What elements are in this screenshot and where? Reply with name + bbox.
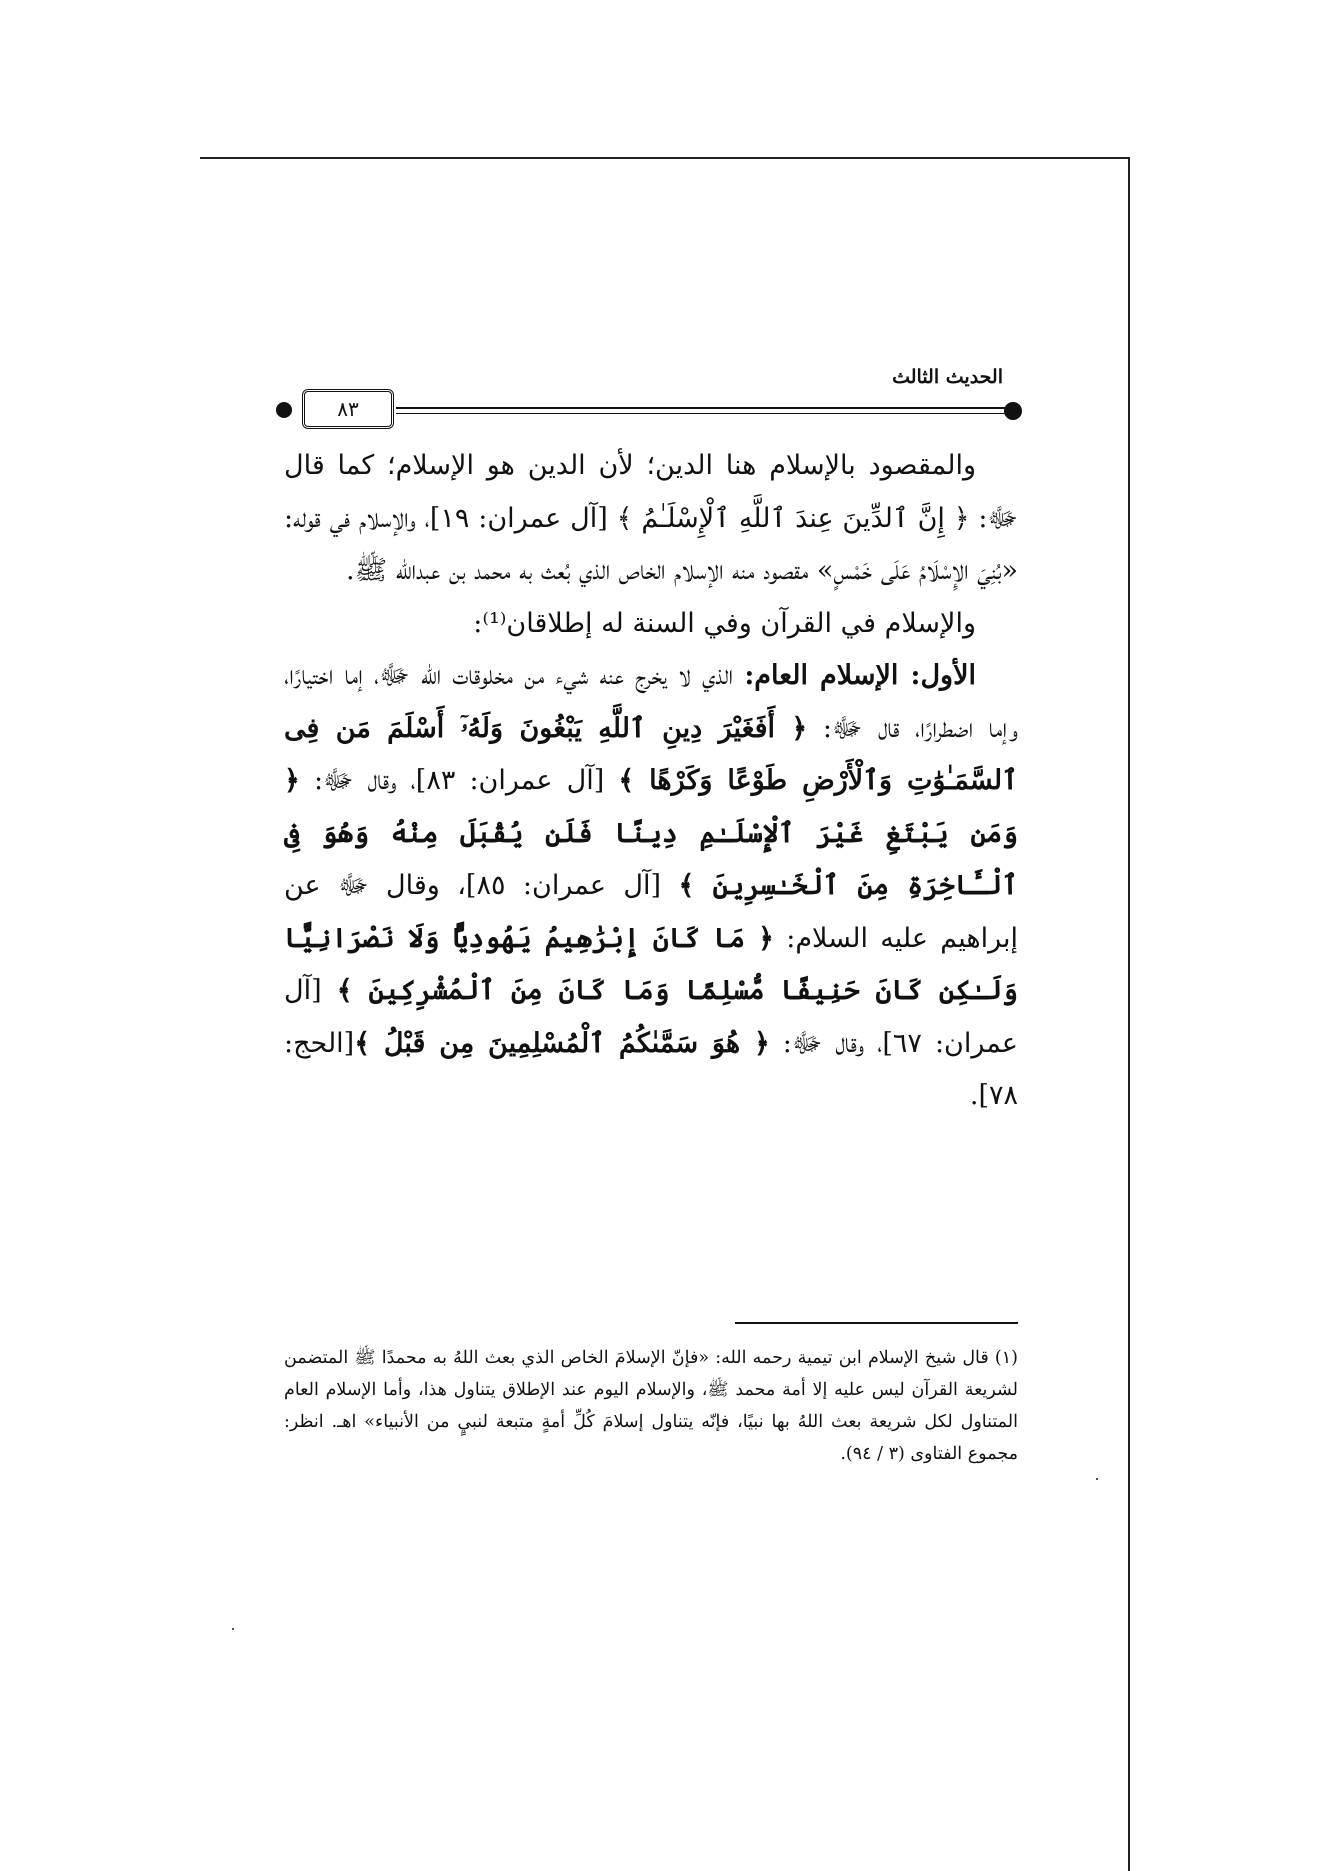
header-rule <box>276 385 1022 437</box>
paragraph-1: والمقصود بالإسلام هنا الدين؛ لأن الدين هو الإسلام؛ كما قال ﷻ: ﴿ إِنَّ ٱلدِّينَ عِندَ ٱللَّهِ ٱلْإِسْلَـٰمُ ﴾ [آل عمران: ١٩]، والإسلام في قوله: «بُنِيَ الإِسْلَامُ عَلَى خَمْسٍ» مقصود منه الإسلام الخاص الذي بُعث به محمد بن عبدالله ﷺ. <box>284 450 1019 586</box>
section-lead: الأول: الإسلام العام: <box>744 660 976 691</box>
rule-line <box>396 413 1008 414</box>
main-text <box>284 440 1018 1123</box>
scan-speck <box>232 1628 234 1630</box>
text-run: [آل عمران: ٨٣]، وقال ﷻ: <box>299 765 619 796</box>
crop-mark-horizontal <box>200 157 1130 159</box>
quran-verse: ﴿ هُوَ سَمَّىٰكُمُ ٱلْمُسْلِمِينَ مِن قَبْلُ ﴾ <box>354 1027 770 1059</box>
quran-verse: ﴿ مَا كَانَ إِبْرَٰهِيمُ يَهُودِيًّا وَلَا نَصْرَانِيًّا وَلَـٰكِن كَانَ حَنِيفًا مُّسْلِمًا وَمَا كَانَ مِنَ ٱلْمُشْرِكِينَ ﴾ <box>284 922 1018 1006</box>
text-run: الذي لا يخرج عنه شيء من مخلوقات الله ﷻ، إما اختيارًا، وإما اضطرارًا، قال ﷻ: <box>284 660 1019 744</box>
text-run: [الحج: ٧٨]. <box>284 1027 1018 1111</box>
quran-verse: ﴿ وَمَن يَبْتَغِ غَيْرَ ٱلْإِسْلَـٰمِ دِينًا فَلَن يُقْبَلَ مِنْهُ وَهُوَ فِى ٱلْـَٔاخِرَةِ مِنَ ٱلْخَـٰسِرِينَ ﴾ <box>284 765 1019 901</box>
scan-speck <box>1096 1478 1098 1480</box>
rule-line <box>396 407 1008 409</box>
ornament-dot-right <box>1004 402 1022 420</box>
paragraph-3 <box>284 650 1018 1123</box>
footnote <box>284 1342 1018 1470</box>
footnote-separator <box>735 1322 1018 1324</box>
quran-verse: ﴿ أَفَغَيْرَ دِينِ ٱللَّهِ يَبْغُونَ وَلَهُۥٓ أَسْلَمَ مَن فِى ٱلسَّمَـٰوَٰتِ وَٱلْأَرْضِ طَوْعًا وَكَرْهًا ﴾ <box>284 712 1018 796</box>
text-run: [آل عمران: ٨٥]، وقال ﷻ عن إبراهيم عليه السلام: <box>284 870 1018 954</box>
page-number: ٨٣ <box>302 389 394 429</box>
ornament-dot-left <box>276 402 292 418</box>
footnote-text: (١) قال شيخ الإسلام ابن تيمية رحمه الله: «فإنّ الإسلامَ الخاص الذي بعث اللهُ به محمدًا ﷺ المتضمن لشريعة القرآن ليس عليه إلا أمة محمد ﷺ، والإسلام اليوم عند الإطلاق يتناول هذا، وأما الإسلام العام المتناول لكل شريعة بعث اللهُ بها نبيًا، فإنّه يتناول إسلامَ كُلِّ أمةٍ متبعة لنبيٍ من الأنبياء» اهـ. انظر: مجموع الفتاوى (٣ / ٩٤). <box>284 1348 1018 1464</box>
paragraph-2: والإسلام في القرآن وفي السنة له إطلاقان⁽¹⁾: <box>473 607 976 639</box>
crop-mark-vertical <box>1128 157 1130 1871</box>
text-run: [آل عمران: ٦٧]، وقال ﷻ: <box>284 975 1018 1059</box>
running-head: الحديث الثالث <box>892 366 1003 388</box>
